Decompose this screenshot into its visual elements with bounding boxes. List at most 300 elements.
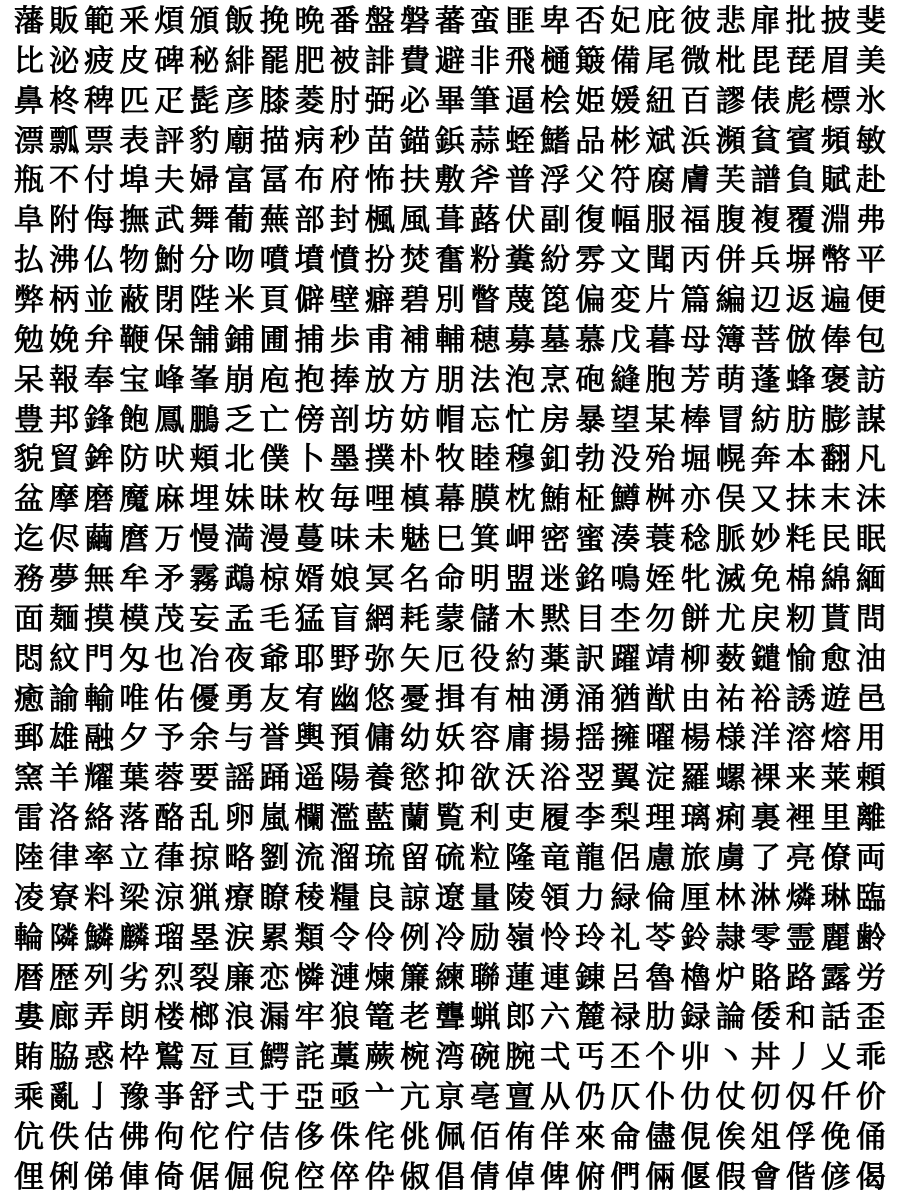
kanji-glyph: 埠 [119, 163, 150, 199]
kanji-glyph: 瀕 [715, 123, 746, 159]
kanji-glyph: 胞 [645, 362, 676, 398]
kanji-glyph: 離 [855, 801, 886, 837]
kanji-glyph: 僕 [259, 442, 290, 478]
kanji-glyph: 符 [610, 163, 641, 199]
kanji-glyph: 秒 [329, 123, 360, 159]
kanji-glyph: 揚 [540, 721, 571, 757]
kanji-glyph: 塀 [785, 243, 816, 279]
kanji-glyph: 塁 [189, 920, 220, 956]
kanji-glyph: 會 [750, 1159, 781, 1195]
kanji-glyph: 錨 [399, 123, 430, 159]
kanji-glyph: 脈 [715, 522, 746, 558]
kanji-glyph: 雄 [49, 721, 80, 757]
kanji-glyph: 丱 [680, 1040, 711, 1076]
kanji-glyph: 両 [855, 841, 886, 877]
kanji-glyph: 乘 [14, 1080, 44, 1116]
kanji-glyph: 湾 [434, 1040, 465, 1076]
kanji-glyph: 劣 [119, 960, 150, 996]
kanji-glyph: 仏 [84, 243, 115, 279]
kanji-glyph: 妨 [399, 402, 430, 438]
kanji-glyph: 泡 [505, 362, 536, 398]
kanji-glyph: 梨 [610, 801, 641, 837]
kanji-glyph: 哩 [364, 482, 395, 518]
kanji-glyph: 峯 [189, 362, 220, 398]
kanji-glyph: 飽 [119, 402, 150, 438]
glyph-row [12, 163, 888, 199]
kanji-glyph: 勿 [645, 601, 676, 637]
kanji-glyph: 牢 [294, 1000, 325, 1036]
kanji-glyph: 腐 [645, 163, 676, 199]
kanji-glyph: 描 [259, 123, 290, 159]
kanji-glyph: 弊 [14, 283, 44, 319]
kanji-glyph: 慾 [399, 761, 430, 797]
kanji-glyph: 倩 [470, 1159, 501, 1195]
kanji-glyph: 萌 [715, 362, 746, 398]
kanji-glyph: 煉 [364, 960, 395, 996]
kanji-glyph: 价 [855, 1080, 886, 1116]
kanji-glyph: 模 [119, 601, 150, 637]
kanji-glyph: 漫 [259, 522, 290, 558]
kanji-glyph: 仆 [645, 1080, 676, 1116]
kanji-glyph: 厄 [434, 641, 465, 677]
kanji-glyph: 名 [399, 562, 430, 598]
kanji-glyph: 亘 [224, 1040, 255, 1076]
kanji-glyph: 穂 [470, 322, 501, 358]
kanji-glyph: 戻 [750, 601, 781, 637]
kanji-glyph: 弍 [224, 1080, 255, 1116]
kanji-glyph: 枕 [505, 482, 536, 518]
kanji-glyph: 遍 [820, 283, 851, 319]
kanji-glyph: 奮 [434, 243, 465, 279]
kanji-glyph: 命 [434, 562, 465, 598]
kanji-glyph: 量 [470, 880, 501, 916]
kanji-glyph: 練 [434, 960, 465, 996]
kanji-glyph: 邑 [855, 681, 886, 717]
kanji-glyph: 愈 [820, 641, 851, 677]
kanji-glyph: 貌 [14, 442, 44, 478]
kanji-glyph: 蕨 [364, 1040, 395, 1076]
kanji-glyph: 美 [855, 43, 886, 79]
kanji-glyph: 佝 [154, 1120, 185, 1156]
kanji-glyph: 聞 [645, 243, 676, 279]
kanji-glyph: 付 [84, 163, 115, 199]
kanji-glyph: 楼 [154, 1000, 185, 1036]
kanji-glyph: 防 [119, 442, 150, 478]
kanji-glyph: 誉 [259, 721, 290, 757]
kanji-glyph: 婦 [189, 163, 220, 199]
kanji-glyph: 涌 [575, 681, 606, 717]
kanji-glyph: 焚 [399, 243, 430, 279]
kanji-glyph: 風 [399, 203, 430, 239]
kanji-glyph: 敷 [434, 163, 465, 199]
kanji-glyph: 冷 [434, 920, 465, 956]
kanji-glyph: 楓 [364, 203, 395, 239]
kanji-glyph: 殆 [645, 442, 676, 478]
kanji-glyph: 憤 [329, 243, 360, 279]
kanji-glyph: 唯 [119, 681, 150, 717]
kanji-glyph: 齢 [855, 920, 886, 956]
kanji-glyph: 媛 [610, 83, 641, 119]
kanji-glyph: 蔑 [505, 283, 536, 319]
kanji-glyph: 鳳 [154, 402, 185, 438]
kanji-glyph: 誹 [364, 43, 395, 79]
kanji-glyph: 類 [294, 920, 325, 956]
kanji-glyph: 尤 [715, 601, 746, 637]
kanji-glyph: 鳴 [610, 562, 641, 598]
kanji-glyph: 履 [540, 801, 571, 837]
kanji-glyph: 紡 [750, 402, 781, 438]
kanji-glyph: 稜 [294, 880, 325, 916]
kanji-glyph: 眠 [855, 522, 886, 558]
kanji-glyph: 卜 [294, 442, 325, 478]
kanji-glyph: 舒 [189, 1080, 220, 1116]
kanji-glyph: 簸 [575, 43, 606, 79]
kanji-glyph: 蓉 [154, 761, 185, 797]
kanji-glyph: 預 [329, 721, 360, 757]
kanji-glyph: 略 [224, 841, 255, 877]
kanji-glyph: 篭 [364, 1000, 395, 1036]
kanji-glyph: 無 [84, 562, 115, 598]
kanji-glyph: 丼 [750, 1040, 781, 1076]
kanji-glyph: 野 [329, 641, 360, 677]
kanji-glyph: 利 [470, 801, 501, 837]
kanji-glyph: 秘 [189, 43, 220, 79]
kanji-glyph: 優 [189, 681, 220, 717]
kanji-glyph: 歴 [49, 960, 80, 996]
kanji-glyph: 卵 [224, 801, 255, 837]
kanji-glyph: 明 [470, 562, 501, 598]
kanji-glyph: 彦 [224, 83, 255, 119]
kanji-glyph: 圃 [259, 322, 290, 358]
kanji-glyph: 鈴 [680, 920, 711, 956]
kanji-glyph: 鼻 [14, 83, 44, 119]
kanji-glyph: 熔 [820, 721, 851, 757]
kanji-glyph: 被 [329, 43, 360, 79]
kanji-glyph: 翼 [610, 761, 641, 797]
kanji-glyph: 方 [399, 362, 430, 398]
kanji-glyph: 尾 [645, 43, 676, 79]
kanji-glyph: 褒 [820, 362, 851, 398]
kanji-glyph: 槙 [399, 482, 430, 518]
kanji-glyph: 碧 [399, 283, 430, 319]
kanji-glyph: 録 [680, 1000, 711, 1036]
kanji-glyph: 豊 [14, 402, 44, 438]
kanji-glyph: 琵 [785, 43, 816, 79]
kanji-glyph: 魯 [645, 960, 676, 996]
kanji-glyph: 悶 [14, 641, 44, 677]
kanji-glyph: 俘 [785, 1120, 816, 1156]
kanji-glyph: 蓑 [645, 522, 676, 558]
kanji-glyph: 別 [434, 283, 465, 319]
kanji-glyph: 昧 [259, 482, 290, 518]
kanji-glyph: 腹 [715, 203, 746, 239]
kanji-glyph: 抹 [785, 482, 816, 518]
glyph-row [12, 562, 888, 598]
kanji-glyph: 沃 [505, 761, 536, 797]
glyph-row [12, 403, 888, 439]
kanji-glyph: 茂 [154, 601, 185, 637]
kanji-glyph: 力 [575, 880, 606, 916]
kanji-glyph: 鰭 [540, 123, 571, 159]
glyph-row [12, 363, 888, 399]
glyph-row [12, 1120, 888, 1156]
kanji-glyph: 峰 [154, 362, 185, 398]
kanji-glyph: 普 [505, 163, 536, 199]
kanji-glyph: 羊 [49, 761, 80, 797]
kanji-glyph: 黙 [540, 601, 571, 637]
kanji-glyph: 甫 [364, 322, 395, 358]
kanji-glyph: 分 [189, 243, 220, 279]
kanji-glyph: 六 [540, 1000, 571, 1036]
kanji-glyph: 砲 [575, 362, 606, 398]
kanji-glyph: 佑 [154, 681, 185, 717]
kanji-glyph: 謬 [715, 83, 746, 119]
glyph-row [12, 482, 888, 518]
kanji-glyph: 譜 [750, 163, 781, 199]
kanji-glyph: 陸 [14, 841, 44, 877]
kanji-glyph: 舞 [189, 203, 220, 239]
kanji-glyph: 冒 [715, 402, 746, 438]
kanji-glyph: 糧 [329, 880, 360, 916]
kanji-glyph: 枚 [294, 482, 325, 518]
kanji-glyph: 吏 [505, 801, 536, 837]
kanji-glyph: 侘 [364, 1120, 395, 1156]
kanji-glyph: 柄 [49, 283, 80, 319]
kanji-glyph: 惑 [84, 1040, 115, 1076]
kanji-glyph: 避 [434, 43, 465, 79]
kanji-glyph: 路 [785, 960, 816, 996]
kanji-glyph: 葺 [434, 203, 465, 239]
kanji-glyph: 侑 [505, 1120, 536, 1156]
kanji-glyph: 耗 [399, 601, 430, 637]
kanji-glyph: 礼 [610, 920, 641, 956]
kanji-glyph: 俑 [855, 1120, 886, 1156]
kanji-glyph: 擁 [610, 721, 641, 757]
kanji-glyph: 肘 [329, 83, 360, 119]
kanji-glyph: 呂 [610, 960, 641, 996]
kanji-glyph: 从 [540, 1080, 571, 1116]
kanji-glyph: 令 [329, 920, 360, 956]
kanji-glyph: 枇 [715, 43, 746, 79]
kanji-glyph: 碑 [154, 43, 185, 79]
kanji-glyph: 遼 [434, 880, 465, 916]
kanji-glyph: 部 [294, 203, 325, 239]
kanji-glyph: 様 [715, 721, 746, 757]
kanji-glyph: 藁 [329, 1040, 360, 1076]
kanji-glyph: 福 [680, 203, 711, 239]
kanji-glyph: 膚 [680, 163, 711, 199]
kanji-glyph: 蜜 [575, 522, 606, 558]
glyph-row [12, 602, 888, 638]
kanji-glyph: 餅 [680, 601, 711, 637]
kanji-glyph: 誘 [785, 681, 816, 717]
kanji-glyph: 範 [84, 4, 115, 39]
kanji-glyph: 表 [119, 123, 150, 159]
kanji-glyph: 傭 [364, 721, 395, 757]
kanji-glyph: 烹 [540, 362, 571, 398]
kanji-glyph: 篇 [680, 283, 711, 319]
kanji-glyph: 瓢 [49, 123, 80, 159]
kanji-glyph: 率 [84, 841, 115, 877]
kanji-glyph: 某 [645, 402, 676, 438]
kanji-glyph: 牧 [434, 442, 465, 478]
kanji-glyph: 倪 [259, 1159, 290, 1195]
kanji-glyph: 閉 [154, 283, 185, 319]
kanji-glyph: 俚 [14, 1159, 44, 1195]
kanji-glyph: 幼 [399, 721, 430, 757]
kanji-glyph: 坊 [364, 402, 395, 438]
kanji-glyph: 佰 [470, 1120, 501, 1156]
kanji-glyph: 莱 [820, 761, 851, 797]
kanji-glyph: 翻 [820, 442, 851, 478]
kanji-glyph: 紋 [49, 641, 80, 677]
kanji-glyph: 毛 [259, 601, 290, 637]
glyph-row [12, 1160, 888, 1196]
kanji-glyph: 緬 [855, 562, 886, 598]
kanji-glyph: 菩 [750, 322, 781, 358]
kanji-glyph: 微 [680, 43, 711, 79]
kanji-glyph: 俾 [540, 1159, 571, 1195]
kanji-glyph: 廉 [224, 960, 255, 996]
kanji-glyph: 俣 [715, 482, 746, 518]
kanji-glyph: 釆 [119, 4, 150, 39]
kanji-glyph: 疲 [84, 43, 115, 79]
kanji-glyph: 復 [575, 203, 606, 239]
kanji-glyph: 竜 [540, 841, 571, 877]
kanji-glyph: 鵡 [224, 562, 255, 598]
kanji-glyph: 浜 [680, 123, 711, 159]
kanji-glyph: 覧 [434, 801, 465, 837]
kanji-glyph: 丐 [575, 1040, 606, 1076]
kanji-glyph: 溜 [329, 841, 360, 877]
kanji-glyph: 逼 [505, 83, 536, 119]
kanji-glyph: 仞 [750, 1080, 781, 1116]
kanji-glyph: 鑓 [750, 641, 781, 677]
kanji-glyph: 否 [575, 4, 606, 39]
glyph-row [12, 721, 888, 757]
kanji-glyph: 螺 [715, 761, 746, 797]
kanji-glyph: 郎 [505, 1000, 536, 1036]
kanji-glyph: 幅 [610, 203, 641, 239]
kanji-glyph: 慕 [575, 322, 606, 358]
kanji-glyph: 落 [119, 801, 150, 837]
kanji-glyph: 捕 [294, 322, 325, 358]
kanji-glyph: 亙 [189, 1040, 220, 1076]
kanji-glyph: 也 [154, 641, 185, 677]
kanji-glyph: 伉 [14, 1120, 44, 1156]
kanji-glyph: 俤 [84, 1159, 115, 1195]
kanji-glyph: 倬 [505, 1159, 536, 1195]
kanji-glyph: 夕 [119, 721, 150, 757]
kanji-glyph: 娩 [49, 322, 80, 358]
kanji-glyph: 浪 [224, 1000, 255, 1036]
kanji-glyph: 沸 [49, 243, 80, 279]
kanji-glyph: 流 [294, 841, 325, 877]
kanji-glyph: 皮 [119, 43, 150, 79]
kanji-glyph: 伏 [505, 203, 536, 239]
kanji-glyph: 佛 [119, 1120, 150, 1156]
kanji-glyph: 併 [715, 243, 746, 279]
kanji-glyph: 楊 [680, 721, 711, 757]
kanji-glyph: 來 [575, 1120, 606, 1156]
kanji-glyph: 婿 [294, 562, 325, 598]
kanji-glyph: 癒 [14, 681, 44, 717]
kanji-glyph: 木 [505, 601, 536, 637]
kanji-glyph: 乂 [820, 1040, 851, 1076]
kanji-glyph: 盲 [329, 601, 360, 637]
kanji-glyph: 淀 [645, 761, 676, 797]
kanji-glyph: 磐 [399, 4, 430, 39]
kanji-glyph: 批 [785, 4, 816, 39]
kanji-glyph: 文 [610, 243, 641, 279]
kanji-glyph: 仍 [575, 1080, 606, 1116]
kanji-glyph: 丿 [785, 1040, 816, 1076]
kanji-glyph: 鋲 [434, 123, 465, 159]
kanji-glyph: 洋 [750, 721, 781, 757]
kanji-glyph: 伶 [364, 920, 395, 956]
kanji-glyph: 弄 [84, 1000, 115, 1036]
kanji-glyph: 魅 [399, 522, 430, 558]
glyph-row [12, 841, 888, 877]
kanji-glyph: 窯 [14, 761, 44, 797]
kanji-glyph: 挽 [259, 4, 290, 39]
kanji-glyph: 絡 [84, 801, 115, 837]
kanji-glyph: 噴 [259, 243, 290, 279]
kanji-glyph: 隆 [505, 841, 536, 877]
kanji-glyph: 弗 [855, 203, 886, 239]
kanji-glyph: 禄 [610, 1000, 641, 1036]
kanji-glyph: 旅 [680, 841, 711, 877]
kanji-glyph: 婁 [14, 1000, 44, 1036]
kanji-glyph: 由 [680, 681, 711, 717]
kanji-glyph: 儲 [470, 601, 501, 637]
kanji-glyph: 便 [855, 283, 886, 319]
kanji-glyph: 飛 [505, 43, 536, 79]
kanji-glyph: 樋 [540, 43, 571, 79]
kanji-glyph: 裂 [189, 960, 220, 996]
kanji-glyph: 葡 [224, 203, 255, 239]
kanji-glyph: 氷 [855, 83, 886, 119]
kanji-glyph: 本 [785, 442, 816, 478]
kanji-glyph: 揺 [575, 721, 606, 757]
kanji-glyph: 裡 [785, 801, 816, 837]
kanji-glyph: 赴 [855, 163, 886, 199]
kanji-glyph: 冥 [364, 562, 395, 598]
kanji-glyph: 保 [154, 322, 185, 358]
kanji-glyph: 俥 [119, 1159, 150, 1195]
kanji-glyph: 勃 [575, 442, 606, 478]
kanji-glyph: 虜 [715, 841, 746, 877]
kanji-glyph: 鮒 [154, 243, 185, 279]
kanji-glyph: 蜂 [785, 362, 816, 398]
kanji-glyph: 亳 [470, 1080, 501, 1116]
kanji-glyph: 又 [750, 482, 781, 518]
kanji-glyph: 蔽 [119, 283, 150, 319]
kanji-glyph: 番 [329, 4, 360, 39]
kanji-glyph: 平 [855, 243, 886, 279]
kanji-glyph: 釦 [540, 442, 571, 478]
kanji-glyph: 兵 [750, 243, 781, 279]
kanji-glyph: 涼 [154, 880, 185, 916]
kanji-glyph: 冶 [189, 641, 220, 677]
kanji-glyph: 免 [750, 562, 781, 598]
kanji-glyph: 倅 [329, 1159, 360, 1195]
kanji-glyph: 岬 [505, 522, 536, 558]
glyph-row [12, 801, 888, 837]
kanji-glyph: 悠 [364, 681, 395, 717]
kanji-glyph: 暴 [575, 402, 606, 438]
kanji-glyph: 靖 [645, 641, 676, 677]
